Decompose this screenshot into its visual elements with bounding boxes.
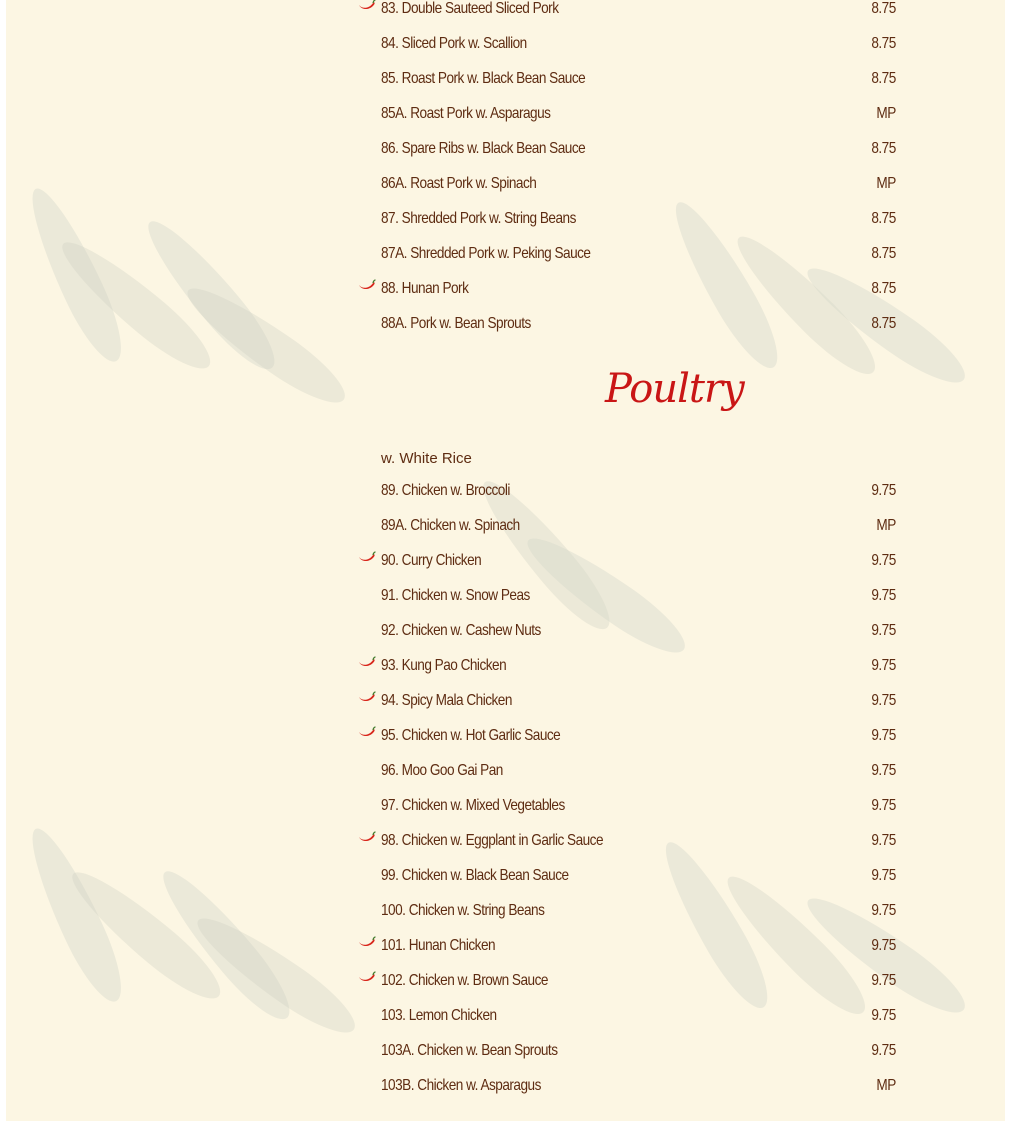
menu-item — [381, 902, 896, 926]
chili-pepper-icon — [358, 971, 376, 983]
menu-item — [381, 105, 896, 129]
menu-item — [381, 315, 896, 339]
menu-item-name: 94. Spicy Mala Chicken — [381, 692, 512, 709]
menu-item-price: 9.75 — [871, 832, 896, 849]
menu-item-name: 92. Chicken w. Cashew Nuts — [381, 622, 541, 639]
menu-item — [381, 727, 896, 751]
menu-item — [381, 0, 896, 24]
menu-item — [381, 587, 896, 611]
menu-item-name: 88A. Pork w. Bean Sprouts — [381, 315, 531, 332]
menu-item-price: 9.75 — [871, 622, 896, 639]
menu-item — [381, 657, 896, 681]
menu-item-price: 9.75 — [871, 1042, 896, 1059]
menu-item-price: 9.75 — [871, 692, 896, 709]
menu-item-name: 84. Sliced Pork w. Scallion — [381, 35, 527, 52]
menu-item-price: 8.75 — [871, 280, 896, 297]
menu-item-name: 89A. Chicken w. Spinach — [381, 517, 520, 534]
menu-item — [381, 482, 896, 506]
menu-item — [381, 762, 896, 786]
menu-item — [381, 210, 896, 234]
menu-item-name: 103A. Chicken w. Bean Sprouts — [381, 1042, 558, 1059]
menu-item — [381, 280, 896, 304]
menu-item — [381, 175, 896, 199]
menu-item-price: 8.75 — [871, 70, 896, 87]
menu-item — [381, 35, 896, 59]
menu-item-name: 83. Double Sauteed Sliced Pork — [381, 0, 559, 17]
menu-item-price: 9.75 — [871, 1007, 896, 1024]
menu-item-price: 9.75 — [871, 727, 896, 744]
menu-item — [381, 70, 896, 94]
menu-item-name: 97. Chicken w. Mixed Vegetables — [381, 797, 565, 814]
menu-item-price: MP — [876, 105, 896, 122]
menu-item-price: 9.75 — [871, 902, 896, 919]
menu-item — [381, 937, 896, 961]
menu-item — [381, 622, 896, 646]
menu-item-name: 91. Chicken w. Snow Peas — [381, 587, 530, 604]
menu-item-name: 93. Kung Pao Chicken — [381, 657, 507, 674]
menu-item-name: 88. Hunan Pork — [381, 280, 469, 297]
menu-item-name: 85A. Roast Pork w. Asparagus — [381, 105, 551, 122]
menu-item-name: 85. Roast Pork w. Black Bean Sauce — [381, 70, 586, 87]
section-title-poultry: Poultry — [605, 366, 744, 412]
menu-item-name: 101. Hunan Chicken — [381, 937, 496, 954]
menu-item-price: 9.75 — [871, 937, 896, 954]
menu-item — [381, 797, 896, 821]
menu-item-price: 9.75 — [871, 867, 896, 884]
menu-item-name: 99. Chicken w. Black Bean Sauce — [381, 867, 569, 884]
menu-item-price: MP — [876, 175, 896, 192]
chili-pepper-icon — [358, 726, 376, 738]
menu-item-price: 9.75 — [871, 762, 896, 779]
chili-pepper-icon — [358, 0, 376, 11]
menu-item — [381, 1042, 896, 1066]
section-note: w. White Rice — [381, 450, 472, 467]
menu-item-name: 89. Chicken w. Broccoli — [381, 482, 510, 499]
menu-item-price: 8.75 — [871, 35, 896, 52]
menu-item-name: 96. Moo Goo Gai Pan — [381, 762, 503, 779]
chili-pepper-icon — [358, 551, 376, 563]
chili-pepper-icon — [358, 279, 376, 291]
menu-item-price: 9.75 — [871, 972, 896, 989]
chili-pepper-icon — [358, 691, 376, 703]
menu-item-name: 103. Lemon Chicken — [381, 1007, 497, 1024]
menu-item — [381, 972, 896, 996]
menu-item-name: 95. Chicken w. Hot Garlic Sauce — [381, 727, 561, 744]
menu-item-price: 9.75 — [871, 587, 896, 604]
menu-item — [381, 140, 896, 164]
menu-item-name: 103B. Chicken w. Asparagus — [381, 1077, 541, 1094]
chili-pepper-icon — [358, 656, 376, 668]
menu-item — [381, 832, 896, 856]
menu-item-price: 8.75 — [871, 140, 896, 157]
menu-item-name: 87A. Shredded Pork w. Peking Sauce — [381, 245, 591, 262]
menu-item-price: 8.75 — [871, 245, 896, 262]
menu-item — [381, 1077, 896, 1101]
menu-item-price: MP — [876, 517, 896, 534]
menu-item — [381, 517, 896, 541]
menu-item — [381, 1007, 896, 1031]
menu-item-price: 8.75 — [871, 0, 896, 17]
menu-item-price: 9.75 — [871, 797, 896, 814]
menu-item-name: 90. Curry Chicken — [381, 552, 482, 569]
menu-item-price: 9.75 — [871, 657, 896, 674]
menu-page — [6, 0, 1005, 1121]
menu-item-price: 9.75 — [871, 482, 896, 499]
menu-item-name: 98. Chicken w. Eggplant in Garlic Sauce — [381, 832, 604, 849]
menu-item — [381, 867, 896, 891]
menu-item — [381, 692, 896, 716]
chili-pepper-icon — [358, 831, 376, 843]
menu-item-name: 87. Shredded Pork w. String Beans — [381, 210, 576, 227]
menu-item-price: 9.75 — [871, 552, 896, 569]
menu-item-price: MP — [876, 1077, 896, 1094]
menu-item — [381, 245, 896, 269]
chili-pepper-icon — [358, 936, 376, 948]
menu-item-name: 86A. Roast Pork w. Spinach — [381, 175, 537, 192]
menu-item-name: 100. Chicken w. String Beans — [381, 902, 545, 919]
menu-item-price: 8.75 — [871, 210, 896, 227]
menu-item-name: 86. Spare Ribs w. Black Bean Sauce — [381, 140, 586, 157]
menu-item-price: 8.75 — [871, 315, 896, 332]
menu-item — [381, 552, 896, 576]
menu-item-name: 102. Chicken w. Brown Sauce — [381, 972, 548, 989]
